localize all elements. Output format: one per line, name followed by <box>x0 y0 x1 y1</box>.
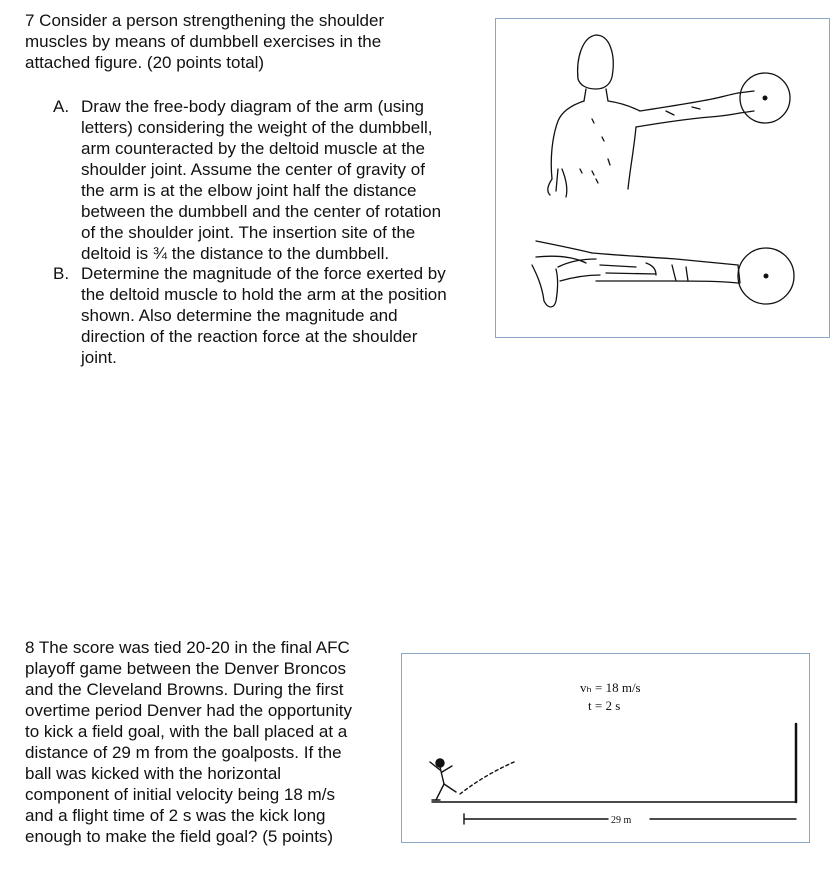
distance-label: 29 m <box>611 815 632 826</box>
flight-time-label: t = 2 s <box>588 698 621 713</box>
part-a-letter: A. <box>53 97 70 116</box>
question-8-text: 8 The score was tied 20-20 in the final AFC playoff game between the Denver Broncos and the Cleveland Browns. During the first overtime period Denver had the opportunity to kick a field goal, with the ball placed at a distance of 29 m from the goalposts. If the ball was kicked with the horizontal component of initial velocity being 18 m/s and a flight time of 2 s was the kick long enough to make the field goal? (5 points) <box>25 638 352 846</box>
field-goal-figure <box>401 653 810 843</box>
question-7-text: 7 Consider a person strengthening the shoulder muscles by means of dumbbell exercises in the attached figure. (20 points total) <box>25 11 385 72</box>
question-8-prompt <box>25 637 395 847</box>
horizontal-velocity-label: vₕ = 18 m/s <box>580 680 641 695</box>
field-goal-drawing <box>402 654 809 842</box>
part-b-letter: B. <box>53 264 70 283</box>
question-7-part-a <box>53 96 483 266</box>
part-a-text: Draw the free-body diagram of the arm (using letters) considering the weight of the dumbbell, arm counteracted by the deltoid muscle at the shoulder joint. Assume the center of gravity of the arm is at the elbow joint half the distance between the dumbbell and the center of rotation of the shoulder joint. The insertion site of the deltoid is ¾ the distance to the dumbbell. <box>81 97 442 263</box>
part-b-text: Determine the magnitude of the force exerted by the deltoid muscle to hold the arm at the position shown. Also determine the magnitude and direction of the reaction force at the shoulder joint. <box>81 264 447 367</box>
dumbbell-exercise-drawing <box>496 19 829 337</box>
question-7-prompt <box>25 10 465 73</box>
dumbbell-exercise-figure <box>495 18 830 338</box>
question-7-part-b <box>53 263 493 373</box>
